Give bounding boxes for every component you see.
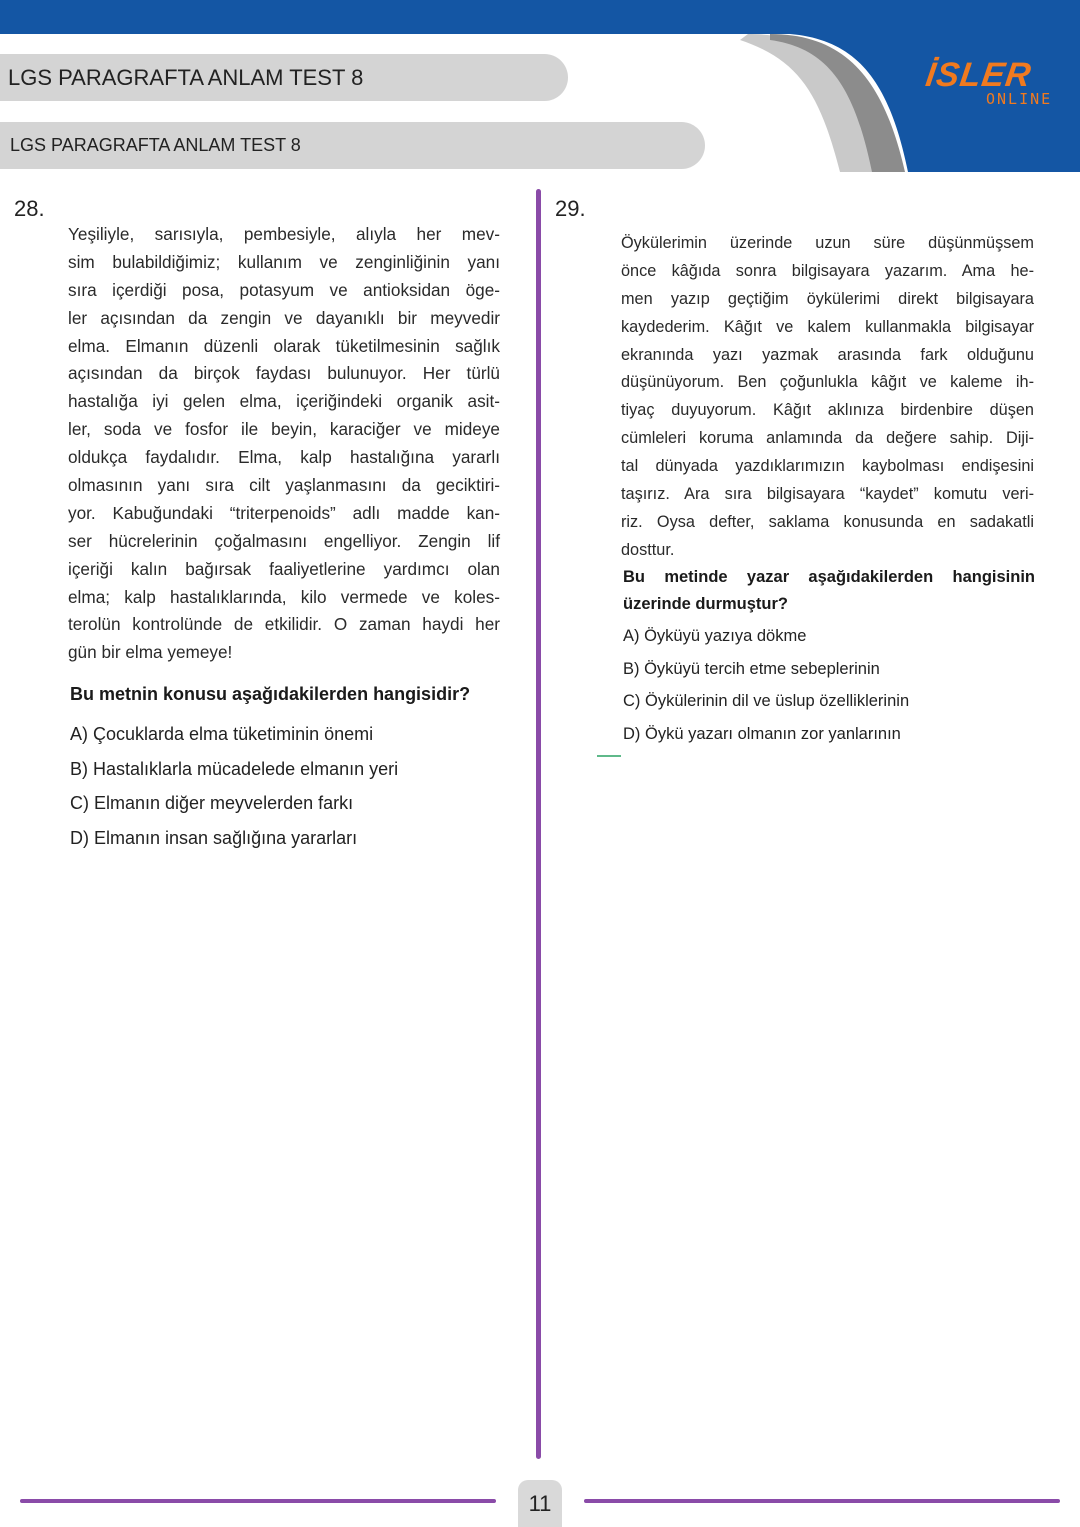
passage-line: tal dünyada yazdıklarımızın kaybolması endişesini [621,457,1034,476]
passage-line: elma. Elmanın düzenli olarak tüketilmesinin sağlık [68,335,500,356]
passage-line: hastalığa iyi gelen elma, içeriğindeki organik asit- [68,391,500,412]
page-number-tab [518,1480,562,1527]
passage-line: dosttur. [621,540,675,559]
green-mark [597,755,621,757]
passage-line: olmasının yanı sıra cilt yaşlanmasını da geciktiri- [68,475,500,496]
answer-option-a[interactable]: A) Öyküyü yazıya dökme [623,627,807,645]
passage-line: terolün kontrolünde de etkilidir. O zaman haydi her [68,614,500,635]
question-28-number: 28. [14,196,45,221]
question-28-passage [68,221,500,667]
answer-option-d[interactable]: D) Elmanın insan sağlığına yararları [70,827,358,848]
answer-option-a[interactable]: A) Çocuklarda elma tüketiminin önemi [70,724,374,744]
logo-sub-text: ONLINE [986,90,1053,108]
passage-line: önce kâğıda sonra bilgisayara yazarım. Ama he- [621,261,1034,280]
test-title: LGS PARAGRAFTA ANLAM TEST 8 [8,64,364,90]
passage-line: ler, soda ve fosfor ile beyin, karaciğer ve mideye [68,419,500,440]
passage-line: men yazıp geçtiğim öykülerimi direkt bilgisayara [621,289,1034,308]
footer-line-right [584,1499,1060,1503]
passage-line: Öykülerimin üzerinde uzun süre düşünmüşsem [621,234,1034,252]
passage-line: içeriği kalın bağırsak faaliyetlerine yardımcı olan [68,558,500,579]
question-29-stem [623,564,1035,618]
page-number: 11 [528,1490,552,1516]
answer-option-c[interactable]: C) Elmanın diğer meyvelerden farkı [70,793,354,813]
passage-line: riz. Oysa defter, saklama konusunda en sadakatli [621,512,1034,531]
question-28-stem: Bu metnin konusu aşağıdakilerden hangisidir? [70,684,471,704]
answer-option-c[interactable]: C) Öykülerinin dil ve üslup özelliklerinin [623,692,910,711]
passage-line: kaydederim. Kâğıt ve kalem kullanmakla bilgisayar [621,317,1034,336]
passage-line: ekranında yazı yazmak arasında fark olduğunu [621,345,1034,364]
logo-main-text: İSLER [923,56,1034,94]
stem-line: üzerinde durmuştur? [623,595,789,613]
passage-line: tiyaç duyuyorum. Kâğıt aklınıza birdenbire düşen [621,401,1034,420]
passage-line: sıra içerdiği posa, potasyum ve antioksidan öge- [68,279,500,300]
test-subtitle: LGS PARAGRAFTA ANLAM TEST 8 [10,135,301,155]
passage-line: sim bulabildiğimiz; kullanım ve zenginliğinin yanı [68,251,500,272]
question-29-options [623,620,909,751]
passage-line: elma; kalp hastalıklarında, kilo vermede ve koles- [68,586,500,607]
answer-option-d[interactable]: D) Öykü yazarı olmanın zor yanlarının [623,725,901,744]
passage-line: ler açısından da zengin ve dayanıklı bir meyvedir [68,307,500,328]
passage-line: taşırız. Ara sıra bilgisayara “kaydet” komutu veri- [621,485,1034,504]
question-29-number: 29. [555,196,586,221]
isler-online-logo [923,56,1066,110]
passage-line: Yeşiliyle, sarısıyla, pembesiyle, alıyla her mev- [68,224,500,244]
question-28-options [70,717,398,855]
passage-line: düşünüyorum. Ben çoğunlukla kâğıt ve kaleme ih- [621,373,1034,392]
column-divider [536,189,541,1459]
question-29-passage [621,230,1034,565]
answer-option-b[interactable]: B) Hastalıklarla mücadelede elmanın yeri [70,758,399,779]
passage-line: gün bir elma yemeye! [68,642,233,663]
footer-line-left [20,1499,496,1503]
passage-line: cümleleri koruma anlamında da değere sahip. Diji- [621,429,1034,448]
test-subtitle-bar [0,122,705,169]
passage-line: ser hücrelerinin çoğalmasını engelliyor. Zengin lif [68,530,500,551]
passage-line: oldukça faydalıdır. Elma, kalp hastalığına yararlı [68,447,500,468]
answer-option-b[interactable]: B) Öyküyü tercih etme sebeplerinin [623,659,880,678]
test-title-bar [0,54,568,101]
stem-line: Bu metinde yazar aşağıdakilerden hangisinin [623,568,1035,586]
passage-line: açısından da birçok faydası bulunuyor. Her türlü [68,363,500,384]
passage-line: yor. Kabuğundaki “triterpenoids” adlı madde kan- [68,502,500,523]
